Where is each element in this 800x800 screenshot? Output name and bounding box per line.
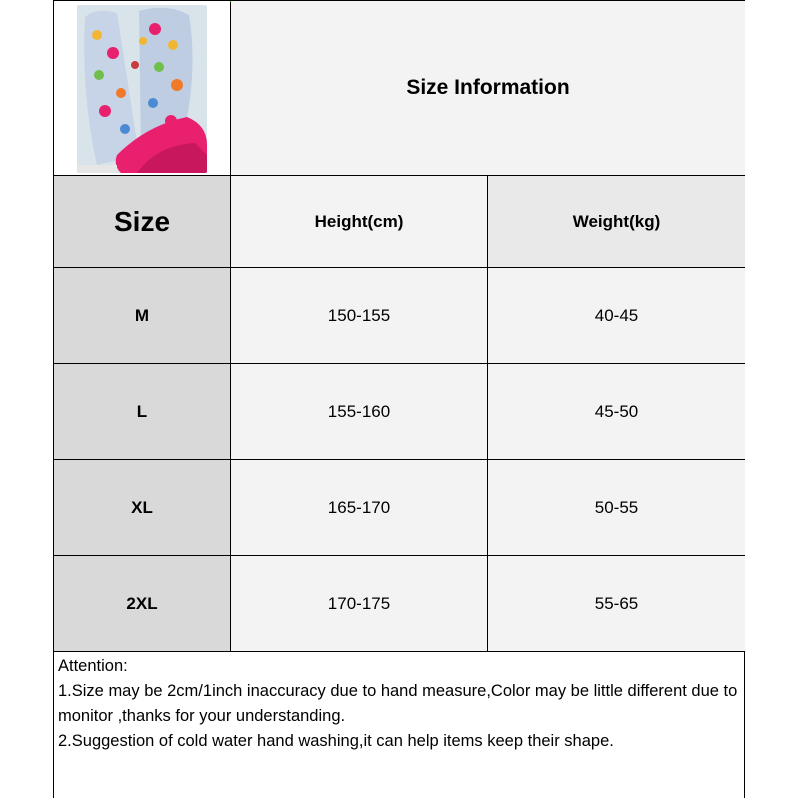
notes-heading: Attention: (58, 657, 128, 675)
row-l-height: 155-160 (231, 364, 488, 460)
product-photo (77, 5, 207, 173)
header-weight: Weight(kg) (488, 176, 745, 268)
row-l-size: L (54, 364, 231, 460)
header-height: Height(cm) (231, 176, 488, 268)
size-chart-sheet (53, 0, 745, 798)
notes-line-2: 2.Suggestion of cold water hand washing,it can help items keep their shape. (58, 732, 614, 750)
notes-line-1: 1.Size may be 2cm/1inch inaccuracy due to hand measure,Color may be little different due to monitor ,thanks for your understanding. (58, 682, 738, 725)
product-photo-graphic (77, 5, 207, 173)
row-m-height: 150-155 (231, 268, 488, 364)
row-2xl-size: 2XL (54, 556, 231, 652)
header-size: Size (54, 176, 231, 268)
row-xl-height: 165-170 (231, 460, 488, 556)
row-m-size: M (54, 268, 231, 364)
row-2xl-height: 170-175 (231, 556, 488, 652)
attention-notes (54, 652, 744, 798)
chart-title: Size Information (231, 1, 745, 176)
product-photo-cell (54, 1, 231, 176)
row-l-weight: 45-50 (488, 364, 745, 460)
row-xl-weight: 50-55 (488, 460, 745, 556)
row-2xl-weight: 55-65 (488, 556, 745, 652)
row-m-weight: 40-45 (488, 268, 745, 364)
row-xl-size: XL (54, 460, 231, 556)
